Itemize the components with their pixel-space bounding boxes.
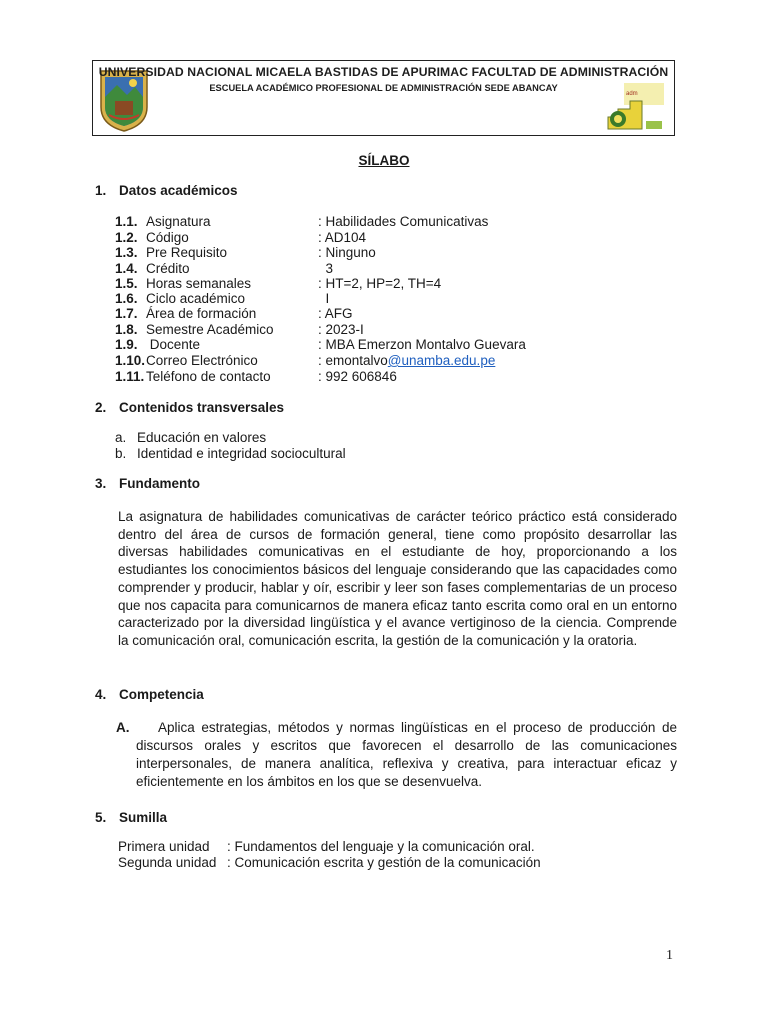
datos-row [115,353,496,369]
datos-value: : HT=2, HP=2, TH=4 [318,276,442,291]
datos-label: Pre Requisito [146,245,228,260]
datos-label: Horas semanales [146,276,252,291]
datos-number: 1.5. [115,276,138,291]
email-link[interactable]: @unamba.edu.pe [387,353,496,368]
header-university-name: UNIVERSIDAD NACIONAL MICAELA BASTIDAS DE APURIMAC FACULTAD DE ADMINISTRACIÓN [98,65,669,79]
section-number: 4. [95,687,107,702]
list-text: Identidad e integridad sociocultural [137,446,346,461]
administration-school-logo [602,81,666,133]
datos-row [115,245,376,261]
datos-label: Asignatura [146,214,211,229]
datos-number: 1.10. [115,353,146,368]
datos-row [115,230,367,246]
datos-label: Área de formación [146,306,257,321]
datos-label: Crédito [146,261,190,276]
section-heading-fundamento [95,476,200,491]
document-header [92,60,675,136]
section-title: Sumilla [119,810,168,825]
datos-label: Código [146,230,189,245]
section-number: 3. [95,476,107,491]
page-number: 1 [666,948,673,963]
section-heading-transversales [95,400,284,415]
datos-row [115,337,526,353]
datos-label: Ciclo académico [146,291,246,306]
list-text: Educación en valores [137,430,267,445]
datos-number: 1.8. [115,322,138,337]
list-letter: a. [115,430,127,445]
list-letter: b. [115,446,127,461]
section-number: 1. [95,183,107,198]
datos-number: 1.11. [115,369,145,384]
datos-value: : Ninguno [318,245,376,260]
datos-number: 1.4. [115,261,138,276]
datos-value: : 992 606846 [318,369,397,384]
fundamento-paragraph: La asignatura de habilidades comunicativas de carácter teórico práctico está considerado dentro del área de cursos de formación general, tiene como propósito desarrollar las diversas habilidades comunicativas en el estudiante de hoy, proporcionando a los estudiantes los conocimientos básicos del lenguaje considerando que las capacidades como comprender y producir, hablar y oír, escribir y leer son fases complementarias de un proceso que nos capacita para comunicarnos de manera eficaz tanto escrita como oral en un entorno caracterizado por la diversidad lingüística y el avance vertiginoso de la ciencia. Comprende la comunicación oral, comunicación escrita, la gestión de la comunicación y la oratoria. [118,509,677,648]
sumilla-label: Segunda unidad [118,855,217,870]
section-title: Fundamento [119,476,200,491]
datos-number: 1.3. [115,245,138,260]
competencia-item [116,719,677,791]
competencia-letter: A. [116,720,130,735]
competencia-text: Aplica estrategias, métodos y normas lingüísticas en el proceso de producción de discursos orales y escritos que favorecen el desarrollo de las comunicaciones interpersonales, de manera analítica, reflexiva y creativa, para interactuar eficaz y eficientemente en los ámbitos en los que se desenvuelva. [136,720,677,789]
datos-value [318,353,495,368]
section-number: 2. [95,400,107,415]
datos-label: Semestre Académico [146,322,274,337]
datos-row [115,261,334,277]
section-title: Datos académicos [119,183,238,198]
section-heading-competencia [95,687,204,702]
datos-value: : MBA Emerzon Montalvo Guevara [318,337,526,352]
datos-row [115,369,397,385]
list-item [115,446,346,461]
datos-number: 1.9. [115,337,138,352]
sumilla-label: Primera unidad [118,839,210,854]
datos-row [115,214,489,230]
datos-label: Docente [146,337,201,352]
datos-row [115,291,330,307]
datos-value: 3 [318,261,334,276]
header-school-name: ESCUELA ACADÉMICO PROFESIONAL DE ADMINISTRACIÓN SEDE ABANCAY [209,83,558,93]
datos-value: : 2023-I [318,322,364,337]
section-heading-datos [95,183,238,198]
datos-value: I [318,291,330,306]
datos-number: 1.2. [115,230,138,245]
datos-number: 1.6. [115,291,138,306]
datos-value: : AD104 [318,230,367,245]
sumilla-value: : Comunicación escrita y gestión de la comunicación [227,855,541,870]
datos-number: 1.7. [115,306,138,321]
email-prefix: : emontalvo [318,353,388,368]
datos-number: 1.1. [115,214,138,229]
sumilla-value: : Fundamentos del lenguaje y la comunicación oral. [227,839,535,854]
document-title: SÍLABO [358,153,410,168]
datos-label: Correo Electrónico [146,353,258,368]
section-number: 5. [95,810,107,825]
list-item [115,430,266,445]
svg-text:adm: adm [626,91,638,97]
datos-row [115,322,364,338]
datos-value: : AFG [318,306,353,321]
datos-row [115,306,353,322]
section-title: Contenidos transversales [119,400,285,415]
section-heading-sumilla [95,810,167,825]
datos-label: Teléfono de contacto [146,369,271,384]
datos-row [115,276,442,292]
section-title: Competencia [119,687,204,702]
datos-value: : Habilidades Comunicativas [318,214,489,229]
